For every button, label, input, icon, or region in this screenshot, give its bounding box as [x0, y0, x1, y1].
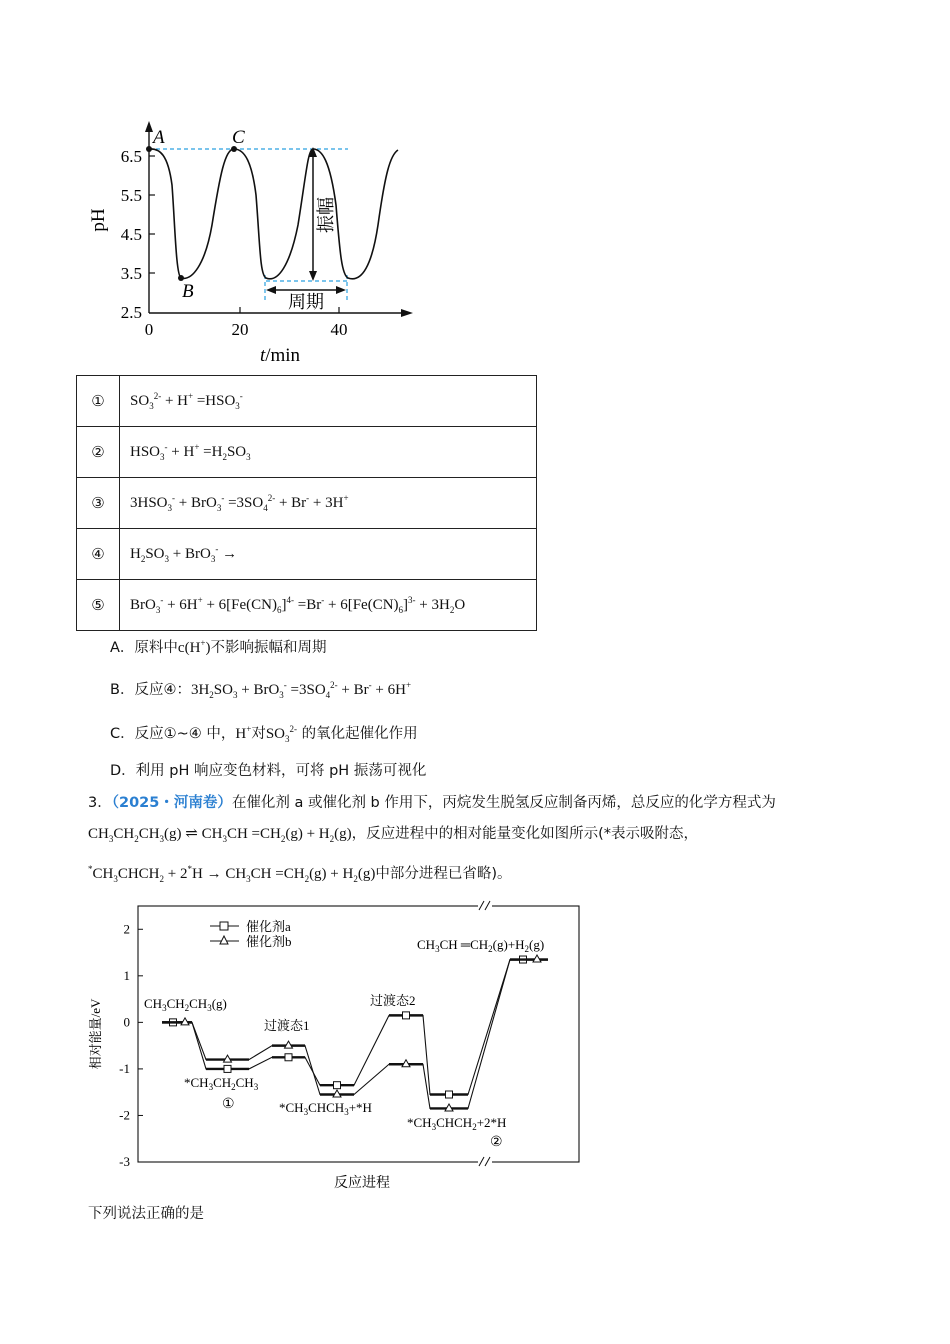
question-text: 在催化剂 a 或催化剂 b 作用下，丙烷发生脱氢反应制备丙烯，总反应的化学方程式为 — [231, 795, 776, 811]
point-B: B — [182, 281, 194, 302]
reaction-equation: $HSO_3^- + H^+ =H_2SO_3$ — [120, 427, 537, 478]
state-label-product: $CH_3CH$ $═CH_2(g)+H_2(g)$ — [417, 937, 545, 954]
option-c — [110, 722, 418, 743]
x-axis-label: t/min — [259, 345, 301, 366]
reaction-number: ⑤ — [77, 580, 120, 631]
question-3-line-2 — [88, 822, 698, 843]
y-axis-label: pH — [88, 208, 109, 232]
y-tick-label: -1 — [119, 1060, 130, 1076]
state-label-int2: $*CH_3CHCH_3+*H$ — [279, 1100, 372, 1117]
y-tick-2.5: 2.5 — [120, 303, 142, 322]
amplitude-label: 振幅 — [316, 197, 336, 233]
reaction-table — [76, 375, 537, 631]
option-b-prefix: B．反应④： — [110, 682, 191, 698]
x-axis-label: 反应进程 — [334, 1176, 390, 1191]
reaction-number: ④ — [77, 529, 120, 580]
option-a-prefix: A．原料中 — [110, 640, 178, 656]
ph-curve — [149, 149, 398, 279]
question-3-line-3 — [88, 862, 512, 883]
state-label-circle-1: ① — [222, 1097, 235, 1112]
option-c-prefix: C．反应①~④ 中， — [110, 726, 236, 742]
state-label-ts2: 过渡态2 — [370, 993, 416, 1008]
question-3-line-1 — [88, 791, 776, 812]
y-tick-3.5: 3.5 — [120, 264, 142, 283]
data-point-a — [285, 1054, 292, 1061]
question-text-3: 中部分进程已省略)。 — [375, 866, 512, 882]
reaction-number: ② — [77, 427, 120, 478]
data-point-a — [334, 1082, 341, 1089]
closing-question: 下列说法正确的是 — [88, 1206, 204, 1222]
option-d: D．利用 pH 响应变色材料，可将 pH 振荡可视化 — [110, 763, 427, 779]
data-point-a — [403, 1012, 410, 1019]
y-tick-label: -2 — [119, 1107, 130, 1123]
overall-equation: $CH_3CH_2CH_3(g)$ ⇌ $CH_3CH =CH_2(g) + H_2(g)$ — [88, 826, 352, 844]
x-tick-20: 20 — [231, 320, 249, 339]
legend-b: 催化剂b — [246, 934, 292, 949]
question-text-2: ，反应进程中的相对能量变化如图所示(*表示吸附态， — [351, 826, 699, 842]
y-tick-4.5: 4.5 — [120, 225, 142, 244]
table-row — [77, 427, 537, 478]
option-a-formula: c(H+) — [177, 638, 211, 656]
y-tick-label: 2 — [123, 921, 130, 937]
option-a-suffix: 不影响振幅和周期 — [210, 640, 327, 656]
data-point-a — [446, 1091, 453, 1098]
table-row — [77, 529, 537, 580]
data-point-a — [224, 1065, 231, 1072]
partial-equation: $^*CH_3CHCH_2 + 2^*H \to CH_3CH =CH_2(g) + H_2(g)$ — [88, 864, 376, 884]
option-a — [110, 636, 327, 657]
option-b-equation: $3H_2SO_3 + BrO_3^- =3SO_4^{2-} + Br^- + 6H^+$ — [190, 680, 412, 700]
state-label-circle-2: ② — [490, 1135, 503, 1150]
state-label-int1: $*CH_3CH_2CH_3$ — [184, 1075, 259, 1092]
y-axis-label: 相对能量/eV — [88, 998, 103, 1070]
reaction-equation: $3HSO_3^- + BrO_3^- =3SO_4^{2-} + Br^- + 3H^+$ — [120, 478, 537, 529]
reaction-number: ① — [77, 376, 120, 427]
option-c-suffix: 的氧化起催化作用 — [301, 726, 418, 742]
y-tick-label: 1 — [123, 967, 130, 983]
table-row — [77, 376, 537, 427]
point-C: C — [232, 127, 245, 148]
x-tick-0: 0 — [144, 320, 154, 339]
state-label-ts1: 过渡态1 — [264, 1018, 310, 1033]
ph-oscillation-chart — [80, 115, 425, 370]
state-label-reactant: $CH_3CH_2CH_3(g)$ — [144, 996, 227, 1013]
option-c-mid: 对 — [251, 726, 266, 742]
energy-profile-chart — [84, 898, 594, 1198]
reaction-equation: $SO_3^{2-} + H^+ =HSO_3^-$ — [120, 376, 537, 427]
state-label-int3: $*CH_3CHCH_2+2*H$ — [407, 1115, 507, 1132]
option-c-hplus: H+ — [235, 724, 252, 742]
question-source: （2025・河南卷） — [111, 795, 232, 811]
legend-a: 催化剂a — [246, 919, 291, 934]
table-row — [77, 478, 537, 529]
table-row — [77, 580, 537, 631]
y-tick-label: -3 — [119, 1154, 130, 1169]
reaction-equation: $BrO_3^- + 6H^+ + 6[Fe(CN)_6]^{4-} =Br^- + 6[Fe(CN)_6]^{3-} + 3H_2O$ — [120, 580, 537, 631]
x-tick-40: 40 — [330, 320, 348, 339]
question-number: 3． — [88, 795, 112, 811]
reaction-number: ③ — [77, 478, 120, 529]
y-tick-label: 0 — [123, 1014, 130, 1030]
option-c-sulfite: $SO_3^{2-}$ — [265, 724, 297, 744]
option-b — [110, 678, 411, 699]
y-tick-5.5: 5.5 — [120, 186, 142, 205]
period-label: 周期 — [288, 292, 324, 312]
reaction-equation: $H_2SO_3 + BrO_3^-$ → — [120, 529, 537, 580]
y-tick-6.5: 6.5 — [120, 147, 142, 166]
point-A: A — [153, 127, 165, 148]
